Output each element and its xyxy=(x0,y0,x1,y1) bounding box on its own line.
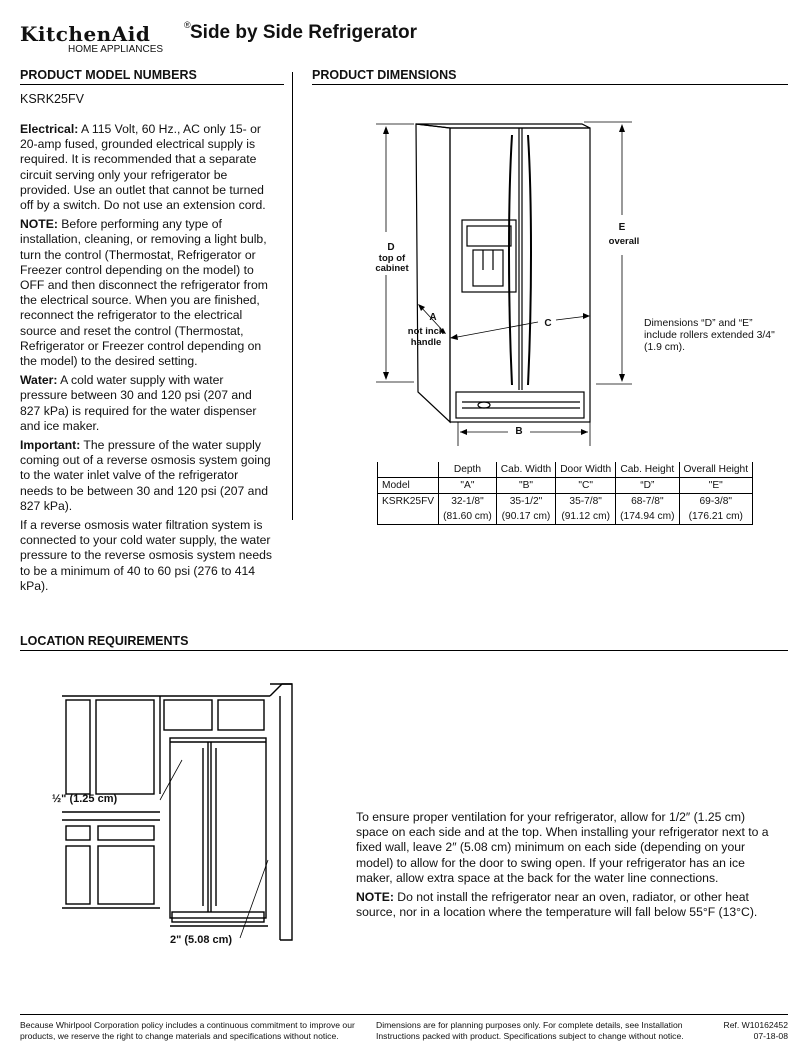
paragraph-electrical xyxy=(20,122,274,213)
table-cell: (174.94 cm) xyxy=(616,509,679,525)
footer-reference xyxy=(714,1020,788,1042)
paragraph-important xyxy=(20,438,274,514)
table-header-cell: Cab. Width xyxy=(496,462,555,478)
model-number: KSRK25FV xyxy=(20,92,84,106)
table-cell-model: KSRK25FV xyxy=(378,494,439,510)
label-two-inch-clearance: 2" (5.08 cm) xyxy=(170,934,233,946)
location-note-text: Do not install the refrigerator near an oven, radiator, or other heat source, nor in a location where the temperature will fall below 55°F (13°C). xyxy=(356,890,758,920)
table-cell: 69-3/8" xyxy=(679,494,753,510)
section-heading-model-numbers: PRODUCT MODEL NUMBERS xyxy=(20,68,197,82)
document-title: Side by Side Refrigerator xyxy=(190,22,418,43)
table-cell: 35-7/8" xyxy=(556,494,616,510)
brand-subtitle: HOME APPLIANCES xyxy=(68,44,164,55)
registered-mark: ® xyxy=(184,20,191,30)
rollers-note-line-2: include rollers extended 3/4" xyxy=(644,330,775,341)
label-d-letter: D xyxy=(387,242,395,253)
label-e-letter: E xyxy=(618,222,626,233)
text-note: Before performing any type of installation, cleaning, or removing a light bulb, turn the control (Thermostat, Refrigerator or Freezer control depending on the model) to OFF and then disconnect the refrigerator from the electrical source. When you are finished, reconnect the refrigerator to the electrical source and reset the control (Thermostat, Refrigerator or Freezer control depending on the model) to the desired setting. xyxy=(20,217,268,369)
label-a-letter: A xyxy=(429,312,437,323)
paragraph-note xyxy=(20,217,274,369)
table-header-cell: "B" xyxy=(496,478,555,494)
table-header-cell: “D” xyxy=(616,478,679,494)
rollers-note-line-1: Dimensions “D” and “E” xyxy=(644,318,753,329)
section-heading-product-dimensions: PRODUCT DIMENSIONS xyxy=(312,68,457,82)
label-a-note-2: handle xyxy=(410,337,442,348)
lead-important: Important: xyxy=(20,438,81,453)
kitchenaid-logo xyxy=(20,20,191,55)
table-header-cell: Cab. Height xyxy=(616,462,679,478)
table-cell xyxy=(378,509,439,525)
location-text xyxy=(356,810,776,924)
heading-rule xyxy=(312,84,788,85)
reference-date: 07-18-08 xyxy=(753,1031,788,1041)
label-d-note-1: top of xyxy=(378,253,406,264)
table-header-cell: Door Width xyxy=(556,462,616,478)
rollers-note-line-3: (1.9 cm). xyxy=(644,342,685,353)
table-header-cell: Model xyxy=(378,478,439,494)
location-note xyxy=(356,890,776,920)
table-header-row xyxy=(378,462,753,478)
paragraph-water xyxy=(20,373,274,434)
location-drawing xyxy=(60,676,300,946)
text-important: The pressure of the water supply coming out of a reverse osmosis system going to the water inlet valve of the refrigerator needs to be between 30 and 120 psi (207 and 827 kPa). xyxy=(20,438,271,513)
reference-number: Ref. W10162452 xyxy=(723,1020,788,1030)
table-cell: (81.60 cm) xyxy=(439,509,497,525)
table-header-cell: Overall Height xyxy=(679,462,753,478)
label-b-letter: B xyxy=(515,426,523,437)
rollers-note xyxy=(644,318,794,354)
table-cell: (91.12 cm) xyxy=(556,509,616,525)
requirements-text xyxy=(20,122,274,598)
table-cell: (90.17 cm) xyxy=(496,509,555,525)
paragraph-reverse-osmosis xyxy=(20,518,274,594)
table-header-cell: "E" xyxy=(679,478,753,494)
heading-rule xyxy=(20,650,788,651)
label-e-note: overall xyxy=(608,236,640,247)
footer-dimensions-disclaimer: Dimensions are for planning purposes only. For complete details, see Installation Instructions packed with product. Specifications subject to change without notice. xyxy=(376,1020,684,1041)
section-heading-location-requirements: LOCATION REQUIREMENTS xyxy=(20,634,189,648)
label-a-note-1: not incl. xyxy=(407,326,445,337)
table-header-cell: "A" xyxy=(439,478,497,494)
text-reverse-osmosis: If a reverse osmosis water filtration system is connected to your cold water supply, the water pressure to the reverse osmosis system needs to be a minimum of 40 to 60 psi (276 to 414 kPa). xyxy=(20,518,272,593)
table-header-row xyxy=(378,478,753,494)
table-cell: 68-7/8" xyxy=(616,494,679,510)
brand-wordmark: KitchenAid xyxy=(20,22,151,46)
footer-policy: Because Whirlpool Corporation policy includes a continuous commitment to improve our products, we reserve the right to change materials and specifications without notice. xyxy=(20,1020,355,1041)
table-header-cell: Depth xyxy=(439,462,497,478)
label-d-note-2: cabinet xyxy=(375,263,409,274)
lead-electrical: Electrical: xyxy=(20,122,79,136)
footer-rule xyxy=(20,1014,788,1015)
text-electrical: A 115 Volt, 60 Hz., AC only 15- or 20-amp fused, grounded electrical supply is required. It is recommended that a separate circuit serving only your refrigerator be provided. Use an outlet that cannot be turned off by a switch. Do not use an extension cord. xyxy=(20,122,266,213)
heading-rule xyxy=(20,84,284,85)
lead-note: NOTE: xyxy=(20,217,58,232)
label-c-letter: C xyxy=(544,318,552,329)
location-paragraph: To ensure proper ventilation for your refrigerator, allow for 1/2″ (1.25 cm) space on each side and at the top. When installing your refrigerator next to a fixed wall, leave 2″ (5.08 cm) minimum on each side (depending on your model) to allow for the door to swing open. If your refrigerator has an ice maker, allow extra space at the back for the water line connections. xyxy=(356,810,769,885)
column-divider xyxy=(292,72,293,520)
label-half-inch-clearance: ½" (1.25 cm) xyxy=(52,793,118,805)
table-cell: 32-1/8" xyxy=(439,494,497,510)
table-cell xyxy=(378,462,439,478)
table-cell: 35-1/2" xyxy=(496,494,555,510)
table-row xyxy=(378,509,753,525)
table-cell: (176.21 cm) xyxy=(679,509,753,525)
text-water: A cold water supply with water pressure between 30 and 120 psi (207 and 827 kPa) is required for the water dispenser and ice maker. xyxy=(20,373,257,433)
lead-water: Water: xyxy=(20,373,58,388)
table-row xyxy=(378,494,753,510)
table-header-cell: "C" xyxy=(556,478,616,494)
location-note-lead: NOTE: xyxy=(356,890,394,905)
refrigerator-dimension-drawing xyxy=(360,100,660,460)
dimensions-table xyxy=(377,462,753,525)
